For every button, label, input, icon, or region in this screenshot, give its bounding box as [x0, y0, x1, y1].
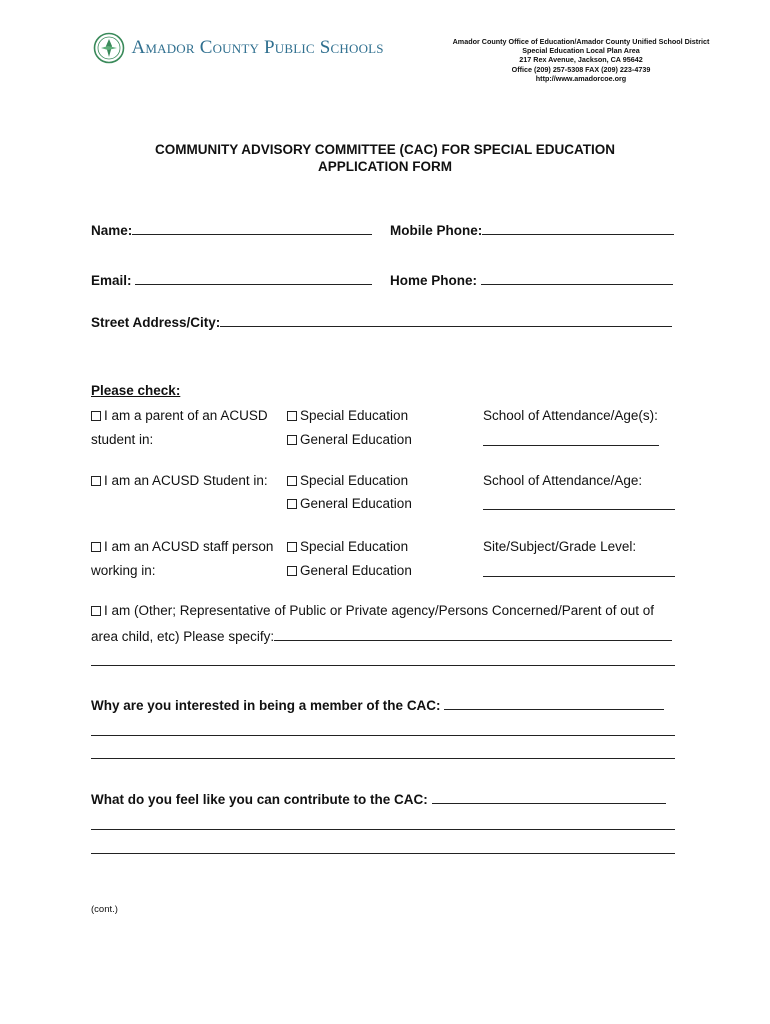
logo: [93, 32, 384, 64]
student-special-ed-option[interactable]: [287, 473, 408, 488]
parent-label-line2: student in:: [91, 432, 154, 447]
other-specify-input[interactable]: [274, 628, 672, 641]
address-field[interactable]: [91, 314, 672, 330]
continued-note: (cont.): [91, 904, 118, 915]
email-input[interactable]: [135, 272, 372, 285]
email-field[interactable]: [91, 272, 372, 288]
parent-special-ed-checkbox[interactable]: [287, 411, 297, 421]
other-option[interactable]: [91, 603, 654, 618]
mobile-phone-input[interactable]: [482, 222, 674, 235]
parent-label: I am a parent of an ACUSD: [104, 408, 268, 423]
address-line: Special Education Local Plan Area: [522, 46, 640, 56]
other-checkbox[interactable]: [91, 606, 101, 616]
title-line-2: APPLICATION FORM: [318, 159, 452, 174]
name-field[interactable]: [91, 222, 372, 238]
staff-general-ed-option[interactable]: [287, 563, 412, 578]
special-ed-label: Special Education: [300, 408, 409, 423]
staff-option[interactable]: [91, 539, 273, 554]
student-option[interactable]: [91, 473, 268, 488]
address-line: 217 Rex Avenue, Jackson, CA 95642: [519, 55, 643, 65]
parent-general-ed-option[interactable]: [287, 432, 412, 447]
logo-emblem-icon: [93, 32, 125, 64]
why-label: Why are you interested in being a member of the CAC:: [91, 698, 441, 713]
mobile-phone-field[interactable]: [390, 222, 674, 238]
logo-text: Amador County Public Schools: [131, 37, 384, 58]
contribute-label: What do you feel like you can contribute to the CAC:: [91, 792, 428, 807]
general-ed-label: General Education: [300, 496, 412, 511]
other-specify-label: area child, etc) Please specify:: [91, 629, 275, 644]
home-phone-input[interactable]: [481, 272, 673, 285]
address-line: Amador County Office of Education/Amador County Unified School District: [452, 37, 710, 46]
page-title: [0, 141, 770, 175]
name-label: Name:: [91, 223, 133, 238]
why-input[interactable]: [444, 697, 664, 710]
parent-special-ed-option[interactable]: [287, 408, 408, 423]
parent-checkbox[interactable]: [91, 411, 101, 421]
contribute-input[interactable]: [432, 791, 666, 804]
student-special-ed-checkbox[interactable]: [287, 476, 297, 486]
name-input[interactable]: [132, 222, 372, 235]
contribute-question[interactable]: [91, 791, 666, 807]
address-line: http://www.amadorcoe.org: [535, 73, 627, 83]
home-phone-field[interactable]: [390, 272, 673, 288]
school-age-s-input[interactable]: [483, 432, 659, 446]
parent-option[interactable]: [91, 408, 268, 423]
parent-general-ed-checkbox[interactable]: [287, 435, 297, 445]
site-level-label: Site/Subject/Grade Level:: [483, 539, 637, 554]
special-ed-label: Special Education: [300, 473, 409, 488]
title-line-1: COMMUNITY ADVISORY COMMITTEE (CAC) FOR SPECIAL EDUCATION: [154, 142, 615, 157]
address-line: Office (209) 257-5308 FAX (209) 223-4739: [511, 64, 651, 74]
contribute-input-line-2[interactable]: [91, 829, 675, 830]
contribute-input-line-3[interactable]: [91, 853, 675, 854]
school-age-label: School of Attendance/Age:: [483, 473, 643, 488]
special-ed-label: Special Education: [300, 539, 409, 554]
address-label: Street Address/City:: [91, 315, 221, 330]
staff-general-ed-checkbox[interactable]: [287, 566, 297, 576]
staff-label: I am an ACUSD staff person: [104, 539, 274, 554]
staff-checkbox[interactable]: [91, 542, 101, 552]
other-label: I am (Other; Representative of Public or Private agency/Persons Concerned/Parent of out of: [104, 603, 655, 618]
school-age-s-label: School of Attendance/Age(s):: [483, 408, 658, 423]
student-checkbox[interactable]: [91, 476, 101, 486]
home-phone-label: Home Phone:: [390, 273, 478, 288]
why-input-line-3[interactable]: [91, 758, 675, 759]
general-ed-label: General Education: [300, 563, 412, 578]
other-specify-field[interactable]: [91, 628, 672, 644]
header-address: [446, 37, 716, 83]
school-age-input[interactable]: [483, 496, 675, 510]
student-general-ed-checkbox[interactable]: [287, 499, 297, 509]
student-general-ed-option[interactable]: [287, 496, 412, 511]
general-ed-label: General Education: [300, 432, 412, 447]
other-specify-input-2[interactable]: [91, 665, 675, 666]
site-level-input[interactable]: [483, 563, 675, 577]
email-label: Email:: [91, 273, 132, 288]
why-input-line-2[interactable]: [91, 735, 675, 736]
student-label: I am an ACUSD Student in:: [104, 473, 268, 488]
staff-special-ed-checkbox[interactable]: [287, 542, 297, 552]
please-check-heading: Please check:: [91, 383, 181, 398]
staff-special-ed-option[interactable]: [287, 539, 408, 554]
why-question[interactable]: [91, 697, 664, 713]
address-input[interactable]: [220, 314, 672, 327]
staff-label-line2: working in:: [91, 563, 156, 578]
mobile-phone-label: Mobile Phone:: [390, 223, 483, 238]
